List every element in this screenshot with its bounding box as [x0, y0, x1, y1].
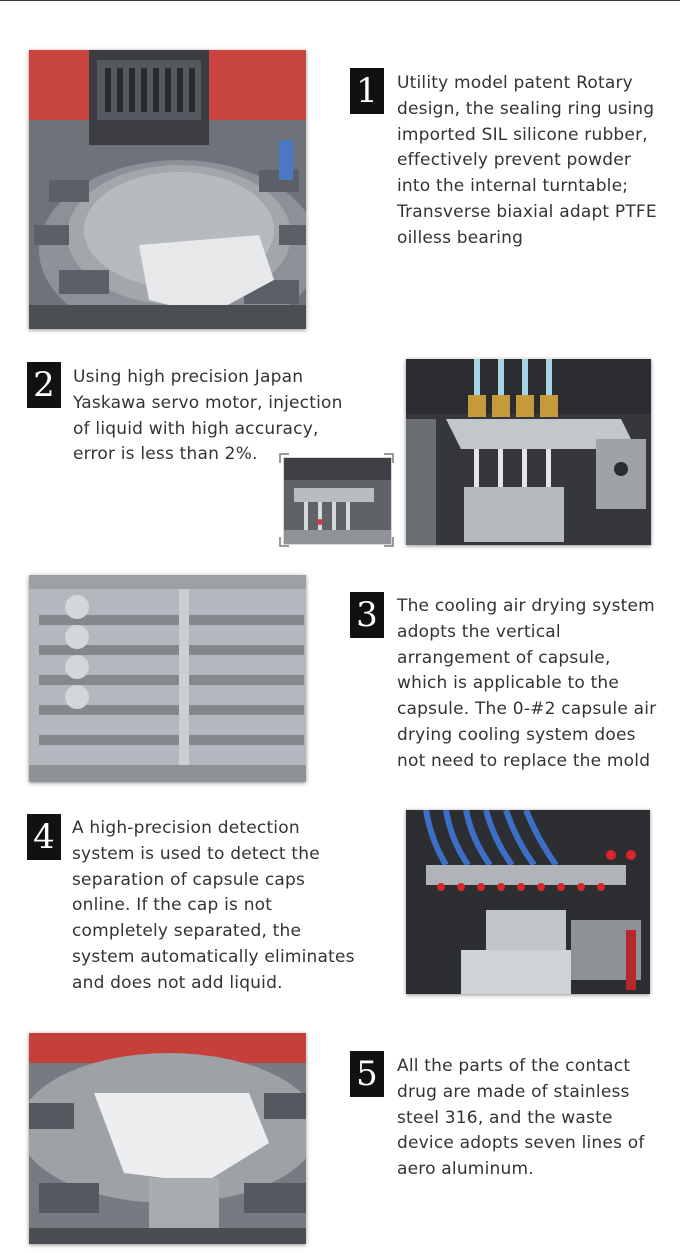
step-3-line: adopts the vertical — [397, 621, 561, 642]
step-1-line: into the internal turntable; — [397, 176, 629, 197]
step-3-line: arrangement of capsule, — [397, 647, 611, 668]
step-number-2: 2 — [27, 362, 61, 408]
step-3-description — [397, 594, 656, 775]
step-2-line: of liquid with high accuracy, — [73, 418, 319, 439]
step-1-line: design, the sealing ring using — [397, 98, 655, 119]
stainless-steel-parts-photo — [29, 1033, 306, 1244]
step-2-line: error is less than 2%. — [73, 444, 258, 465]
step-3-line: drying cooling system does — [397, 724, 636, 745]
step-4-description — [72, 816, 355, 997]
step-3-line: not need to replace the mold — [397, 750, 651, 771]
step-1-description — [397, 71, 657, 252]
step-4-line: completely separated, the — [72, 921, 302, 942]
step-4-line: A high-precision detection — [72, 818, 300, 838]
step-4-line: system is used to detect the — [72, 843, 320, 864]
step-number-1: 1 — [350, 68, 384, 114]
step-number-5: 5 — [350, 1051, 384, 1097]
step-1-line: Utility model patent Rotary — [397, 73, 633, 93]
step-4-line: separation of capsule caps — [72, 869, 306, 890]
injection-nozzle-photo — [406, 359, 651, 545]
step-1-line: imported SIL silicone rubber, — [397, 124, 648, 145]
step-number-3: 3 — [350, 592, 384, 638]
step-1-line: effectively prevent powder — [397, 150, 632, 171]
step-4-line: system automatically eliminates — [72, 946, 355, 967]
step-3-line: The cooling air drying system — [397, 596, 655, 616]
step-2-line: Using high precision Japan — [73, 367, 304, 387]
injection-nozzle-inset-photo — [279, 453, 394, 547]
step-4-line: online. If the cap is not — [72, 895, 273, 916]
step-2-line: Yaskawa servo motor, injection — [73, 392, 343, 413]
step-1-line: oilless bearing — [397, 227, 524, 248]
step-3-line: which is applicable to the — [397, 673, 620, 694]
capsule-detection-photo — [406, 810, 650, 994]
step-3-line: capsule. The 0-#2 capsule air — [397, 699, 657, 720]
rotary-turntable-photo — [29, 50, 306, 329]
step-number-4: 4 — [27, 814, 61, 860]
step-1-line: Transverse biaxial adapt PTFE — [397, 201, 657, 222]
step-5-line: aero aluminum. — [397, 1159, 534, 1180]
step-5-line: drug are made of stainless — [397, 1081, 630, 1102]
top-divider — [0, 0, 680, 1]
step-5-line: steel 316, and the waste — [397, 1107, 613, 1128]
step-5-description — [397, 1054, 645, 1183]
step-5-line: All the parts of the contact — [397, 1056, 631, 1076]
step-4-line: and does not add liquid. — [72, 972, 283, 993]
cooling-air-drying-photo — [29, 575, 306, 782]
step-5-line: device adopts seven lines of — [397, 1133, 645, 1154]
